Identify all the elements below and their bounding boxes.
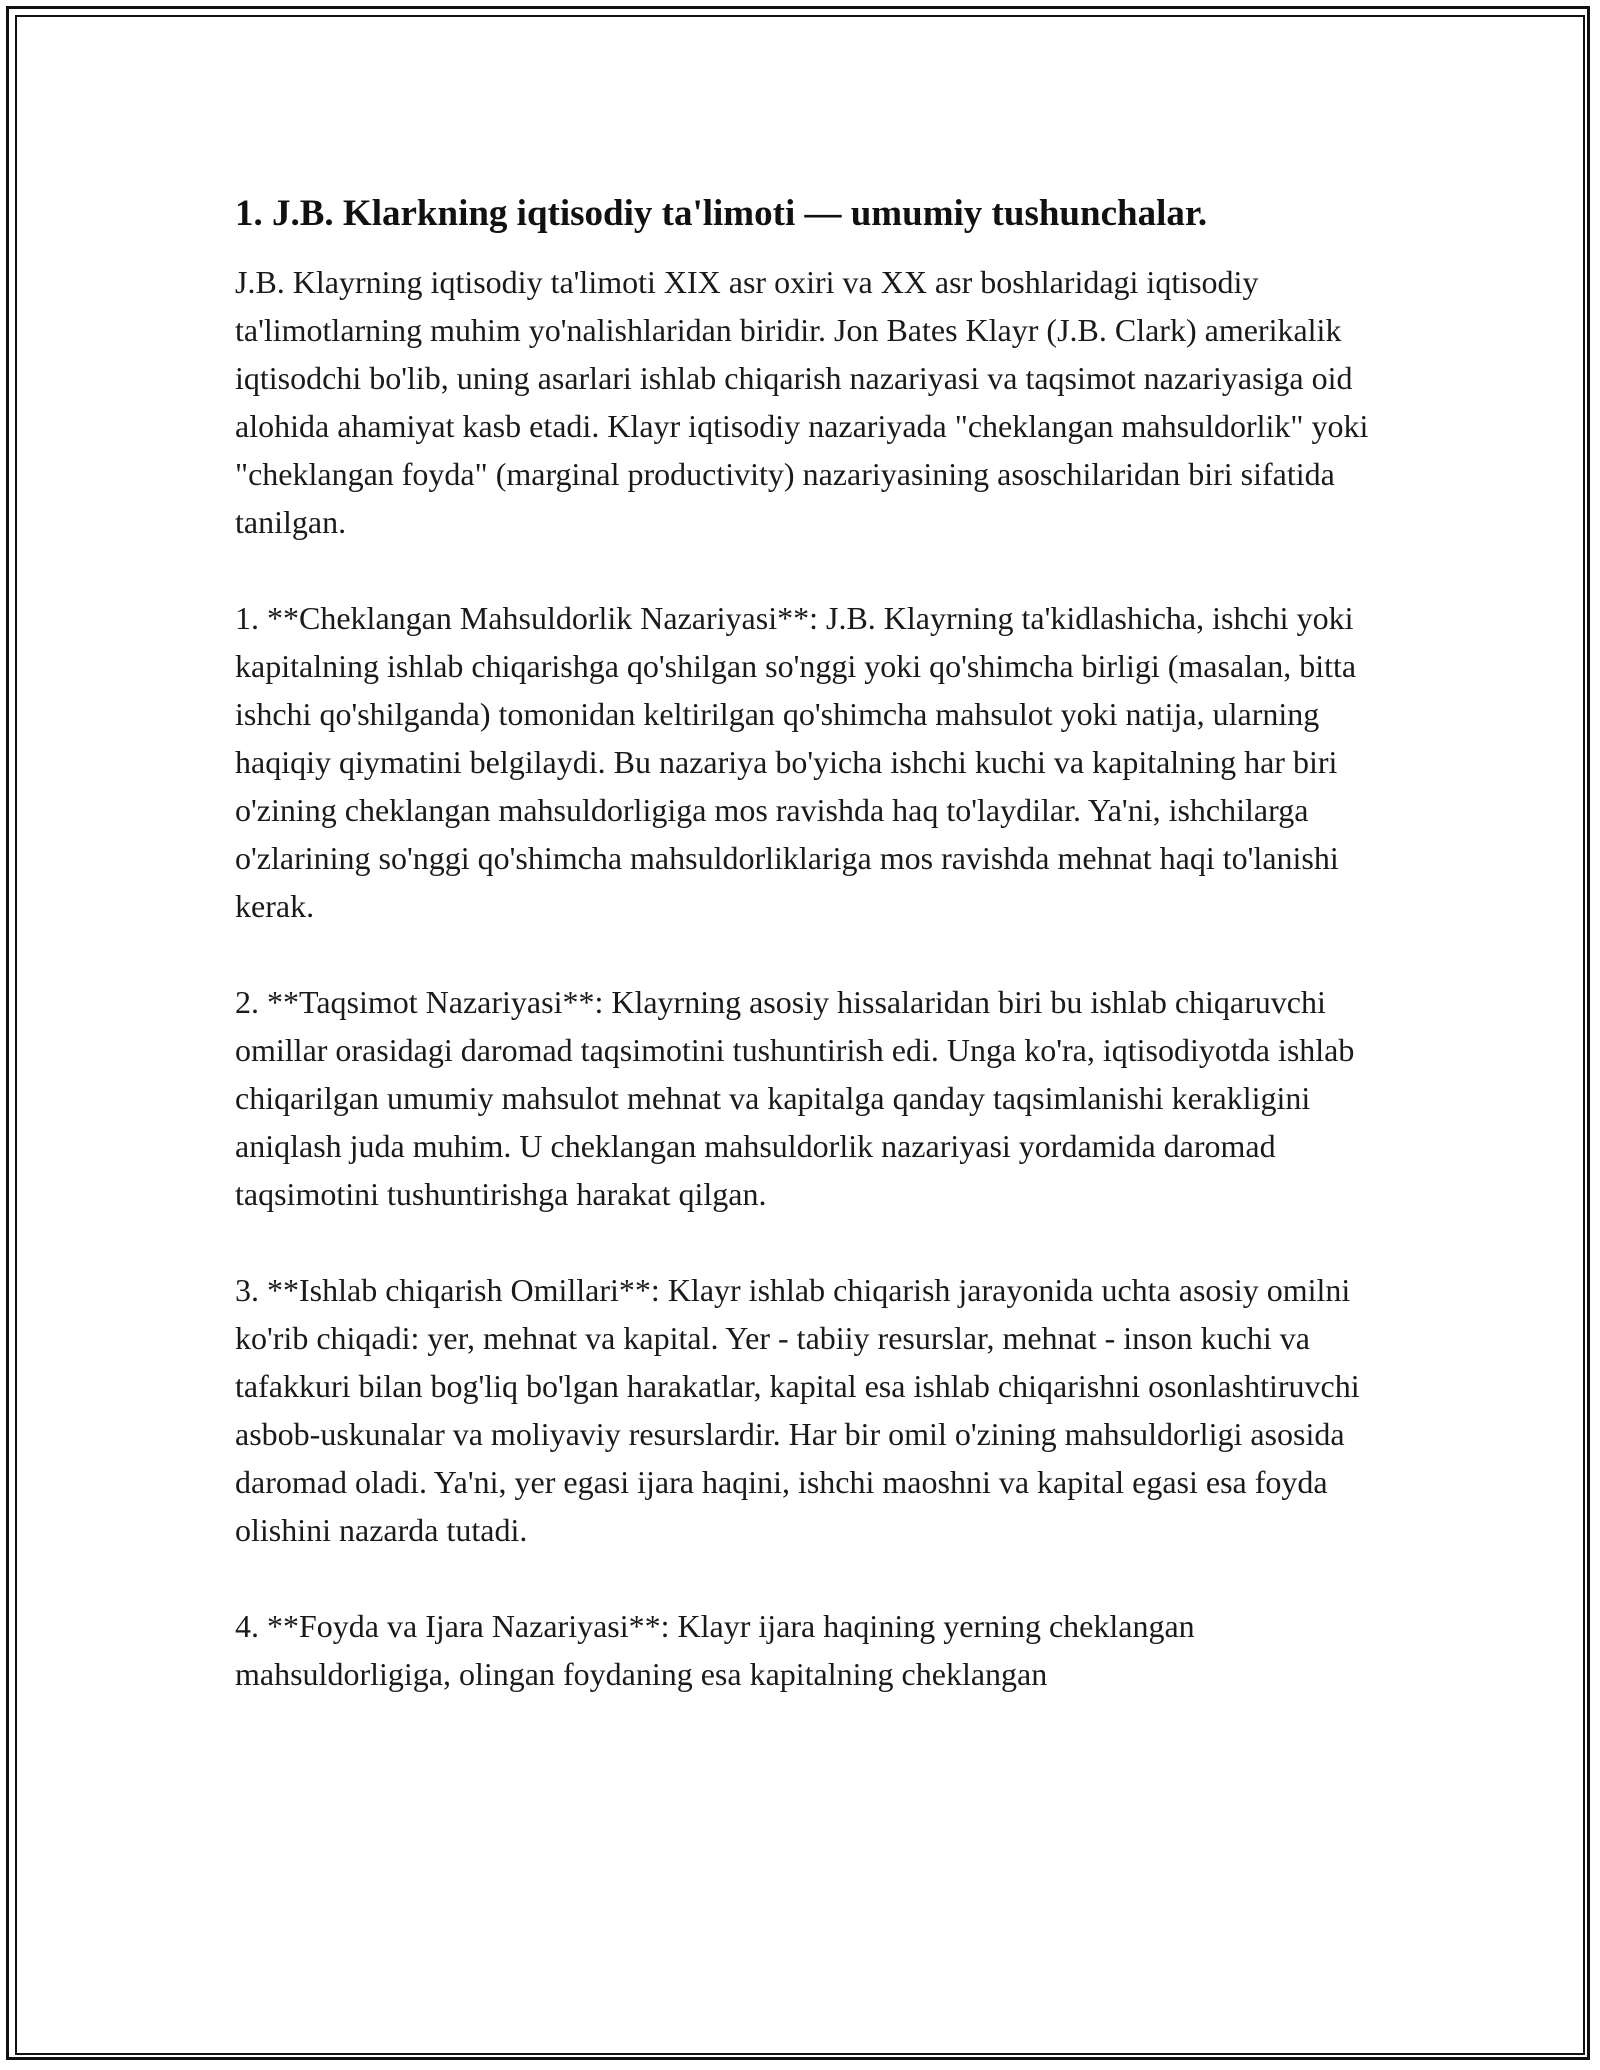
document-body [235, 190, 1375, 1746]
paragraph-profit-rent-theory: 4. **Foyda va Ijara Nazariyasi**: Klayr ijara haqining yerning cheklangan mahsuldorligiga, olingan foydaning esa kapitalning cheklangan [235, 1608, 1195, 1692]
paragraph-marginal-productivity: 1. **Cheklangan Mahsuldorlik Nazariyasi**: J.B. Klayrning ta'kidlashicha, ishchi yoki kapitalning ishlab chiqarishga qo'shilgan so'nggi yoki qo'shimcha birligi (masalan, bitta ishchi qo'shilganda) tomonidan keltirilgan qo'shimcha mahsulot yoki natija, ularning haqiqiy qiymatini belgilaydi. Bu nazariya bo'yicha ishchi kuchi va kapitalning har biri o'zining cheklangan mahsuldorligiga mos ravishda haq to'laydilar. Ya'ni, ishchilarga o'zlarining so'nggi qo'shimcha mahsuldorliklariga mos ravishda mehnat haqi to'lanishi kerak. [235, 600, 1357, 924]
paragraph-production-factors: 3. **Ishlab chiqarish Omillari**: Klayr ishlab chiqarish jarayonida uchta asosiy omilni ko'rib chiqadi: yer, mehnat va kapital. Yer - tabiiy resurslar, mehnat - inson kuchi va tafakkuri bilan bog'liq bo'lgan harakatlar, kapital esa ishlab chiqarishni osonlashtiruvchi asbob-uskunalar va moliyaviy resurslardir. Har bir omil o'zining mahsuldorligi asosida daromad oladi. Ya'ni, yer egasi ijara haqini, ishchi maoshni va kapital egasi esa foyda olishini nazarda tutadi. [235, 1272, 1360, 1548]
document-heading: 1. J.B. Klarkning iqtisodiy ta'limoti — umumiy tushunchalar. [235, 193, 1208, 234]
paragraph-intro: J.B. Klayrning iqtisodiy ta'limoti XIX asr oxiri va XX asr boshlaridagi iqtisodiy ta'limotlarning muhim yo'nalishlaridan biridir. Jon Bates Klayr (J.B. Clark) amerikalik iqtisodchi bo'lib, uning asarlari ishlab chiqarish nazariyasi va taqsimot nazariyasiga oid alohida ahamiyat kasb etadi. Klayr iqtisodiy nazariyada "cheklangan mahsuldorlik" yoki "cheklangan foyda" (marginal productivity) nazariyasining asoschilaridan biri sifatida tanilgan. [235, 264, 1369, 540]
paragraph-distribution-theory: 2. **Taqsimot Nazariyasi**: Klayrning asosiy hissalaridan biri bu ishlab chiqaruvchi omillar orasidagi daromad taqsimotini tushuntirish edi. Unga ko'ra, iqtisodiyotda ishlab chiqarilgan umumiy mahsulot mehnat va kapitalga qanday taqsimlanishi kerakligini aniqlash juda muhim. U cheklangan mahsuldorlik nazariyasi yordamida daromad taqsimotini tushuntirishga harakat qilgan. [235, 984, 1355, 1212]
